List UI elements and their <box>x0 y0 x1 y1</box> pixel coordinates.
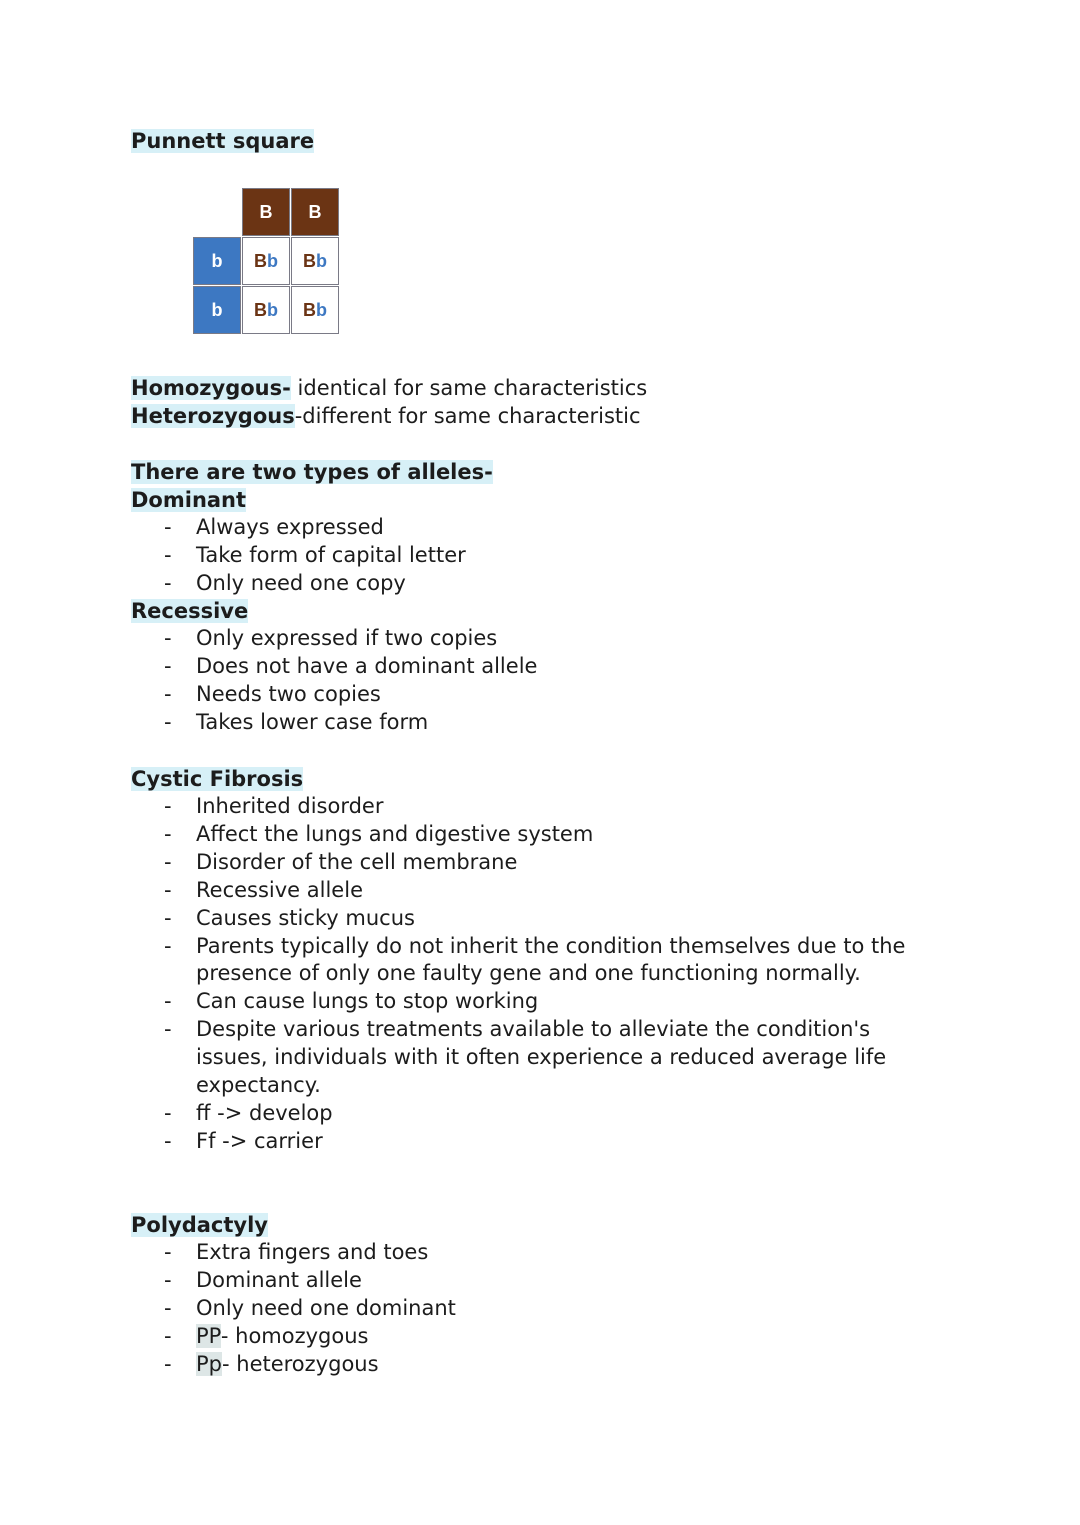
dominant-heading: Dominant <box>131 488 247 512</box>
list-item: - Take form of capital letter <box>164 542 466 567</box>
list-item: - Ff -> carrier <box>164 1128 323 1153</box>
dominant-list <box>160 514 936 598</box>
homozygous-definition: Homozygous- identical for same characteristics <box>131 376 648 400</box>
punnett-top-allele-1: B <box>242 188 290 236</box>
punnett-cell: B b <box>242 286 290 334</box>
list-item: - Takes lower case form <box>164 709 429 734</box>
cystic-fibrosis-list <box>160 793 941 1156</box>
list-item: - Does not have a dominant allele <box>164 653 538 678</box>
punnett-left-allele-2: b <box>193 286 241 334</box>
list-item: - Only expressed if two copies <box>164 626 498 650</box>
list-item: - Extra fingers and toes <box>164 1240 429 1264</box>
punnett-title: Punnett square <box>131 129 315 153</box>
recessive-list <box>160 625 936 737</box>
punnett-left-allele-1: b <box>193 237 241 285</box>
list-item: - Recessive allele <box>164 877 363 902</box>
list-item: - PP- homozygous <box>164 1323 369 1348</box>
list-item: - Causes sticky mucus <box>164 905 415 930</box>
cystic-fibrosis-heading: Cystic Fibrosis <box>131 767 304 791</box>
list-item: - Parents typically do not inherit the condition themselves due to the presence of only one faulty gene and one functioning normally. <box>164 933 906 986</box>
recessive-heading: Recessive <box>131 599 249 623</box>
punnett-top-allele-2: B <box>291 188 339 236</box>
punnett-cell: B b <box>291 286 339 334</box>
polydactyly-heading: Polydactyly <box>131 1213 268 1237</box>
punnett-square <box>193 188 343 337</box>
punnett-cell: B b <box>291 237 339 285</box>
list-item: - ff -> develop <box>164 1100 333 1125</box>
list-item: - Affect the lungs and digestive system <box>164 821 594 846</box>
list-item: - Dominant allele <box>164 1267 362 1292</box>
list-item: - Needs two copies <box>164 681 381 706</box>
list-item: - Disorder of the cell membrane <box>164 849 518 874</box>
alleles-intro: There are two types of alleles- <box>131 460 493 484</box>
polydactyly-list <box>160 1239 936 1379</box>
list-item: - Can cause lungs to stop working <box>164 989 539 1014</box>
list-item: - Inherited disorder <box>164 794 384 818</box>
list-item: - Only need one dominant <box>164 1295 456 1320</box>
heterozygous-definition: Heterozygous-different for same characteristic <box>131 404 641 428</box>
list-item: - Only need one copy <box>164 570 406 595</box>
list-item: - Always expressed <box>164 515 384 539</box>
list-item: - Pp- heterozygous <box>164 1351 379 1376</box>
list-item: - Despite various treatments available to alleviate the condition's issues, individuals with it often experience a reduced average life expectancy. <box>164 1017 887 1098</box>
punnett-cell: B b <box>242 237 290 285</box>
